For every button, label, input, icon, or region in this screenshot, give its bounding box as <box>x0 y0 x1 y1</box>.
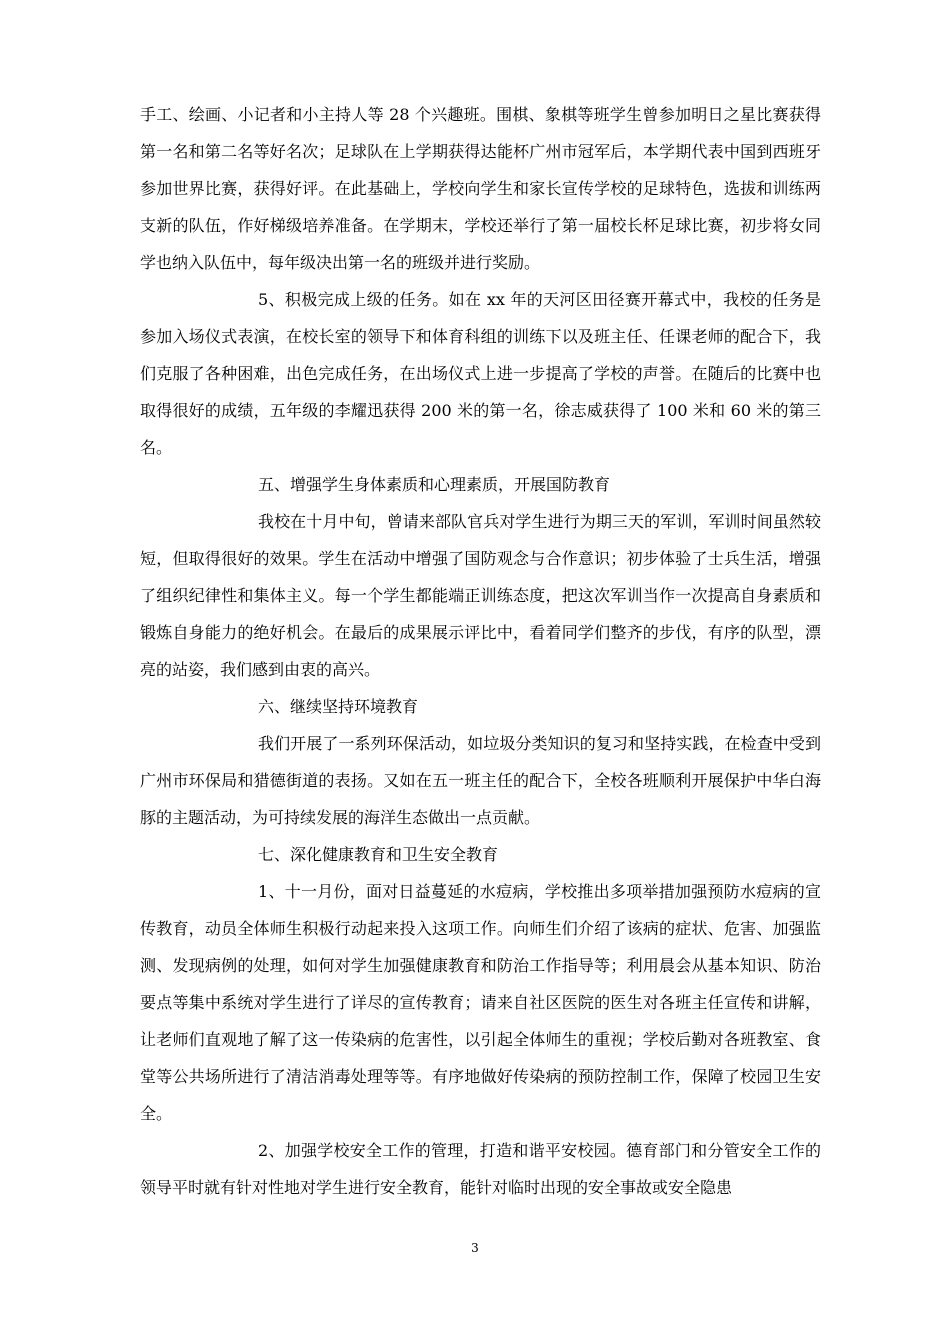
paragraph-safety-2: 2、加强学校安全工作的管理，打造和谐平安校园。德育部门和分管安全工作的领导平时就有针对性地对学生进行安全教育，能针对临时出现的安全事故或安全隐患 <box>140 1141 821 1197</box>
paragraph-health-1: 1、十一月份，面对日益蔓延的水痘病，学校推出多项举措加强预防水痘病的宣传教育，动员全体师生积极行动起来投入这项工作。向师生们介绍了该病的症状、危害、加强监测、发现病例的处理，如何对学生加强健康教育和防治工作指导等；利用晨会从基本知识、防治要点等集中系统对学生进行了详尽的宣传教育；请来自社区医院的医生对各班主任宣传和讲解，让老师们直观地了解了这一传染病的危害性，以引起全体师生的重视；学校后勤对各班教室、食堂等公共场所进行了清洁消毒处理等等。有序地做好传染病的预防控制工作，保障了校园卫生安全。 <box>140 882 821 1123</box>
paragraph-continuation: 手工、绘画、小记者和小主持人等 28 个兴趣班。围棋、象棋等班学生曾参加明日之星比赛获得第一名和第二名等好名次；足球队在上学期获得达能杯广州市冠军后，本学期代表中国到西班牙参加世界比赛，获得好评。在此基础上，学校向学生和家长宣传学校的足球特色，选拔和训练两支新的队伍，作好梯级培养准备。在学期末，学校还举行了第一届校长杯足球比赛，初步将女同学也纳入队伍中，每年级决出第一名的班级并进行奖励。 <box>140 105 821 272</box>
document-body <box>140 96 821 1206</box>
section-heading-7: 七、深化健康教育和卫生安全教育 <box>258 845 499 864</box>
page-number: 3 <box>471 1241 479 1255</box>
paragraph-military-training: 我校在十月中旬，曾请来部队官兵对学生进行为期三天的军训，军训时间虽然较短，但取得很好的效果。学生在活动中增强了国防观念与合作意识；初步体验了士兵生活，增强了组织纪律性和集体主义。每一个学生都能端正训练态度，把这次军训当作一次提高自身素质和锻炼自身能力的绝好机会。在最后的成果展示评比中，看着同学们整齐的步伐，有序的队型，漂亮的站姿，我们感到由衷的高兴。 <box>140 512 821 679</box>
section-heading-6: 六、继续坚持环境教育 <box>258 697 419 716</box>
paragraph-task-5: 5、积极完成上级的任务。如在 xx 年的天河区田径赛开幕式中，我校的任务是参加入场仪式表演，在校长室的领导下和体育科组的训练下以及班主任、任课老师的配合下，我们克服了各种困难，出色完成任务，在出场仪式上进一步提高了学校的声誉。在随后的比赛中也取得很好的成绩，五年级的李耀迅获得 200 米的第一名，徐志威获得了 100 米和 60 米的第三名。 <box>140 290 821 457</box>
paragraph-environment: 我们开展了一系列环保活动，如垃圾分类知识的复习和坚持实践，在检查中受到广州市环保局和猎德街道的表扬。又如在五一班主任的配合下，全校各班顺利开展保护中华白海豚的主题活动，为可持续发展的海洋生态做出一点贡献。 <box>140 734 821 827</box>
section-heading-5: 五、增强学生身体素质和心理素质，开展国防教育 <box>258 475 611 494</box>
